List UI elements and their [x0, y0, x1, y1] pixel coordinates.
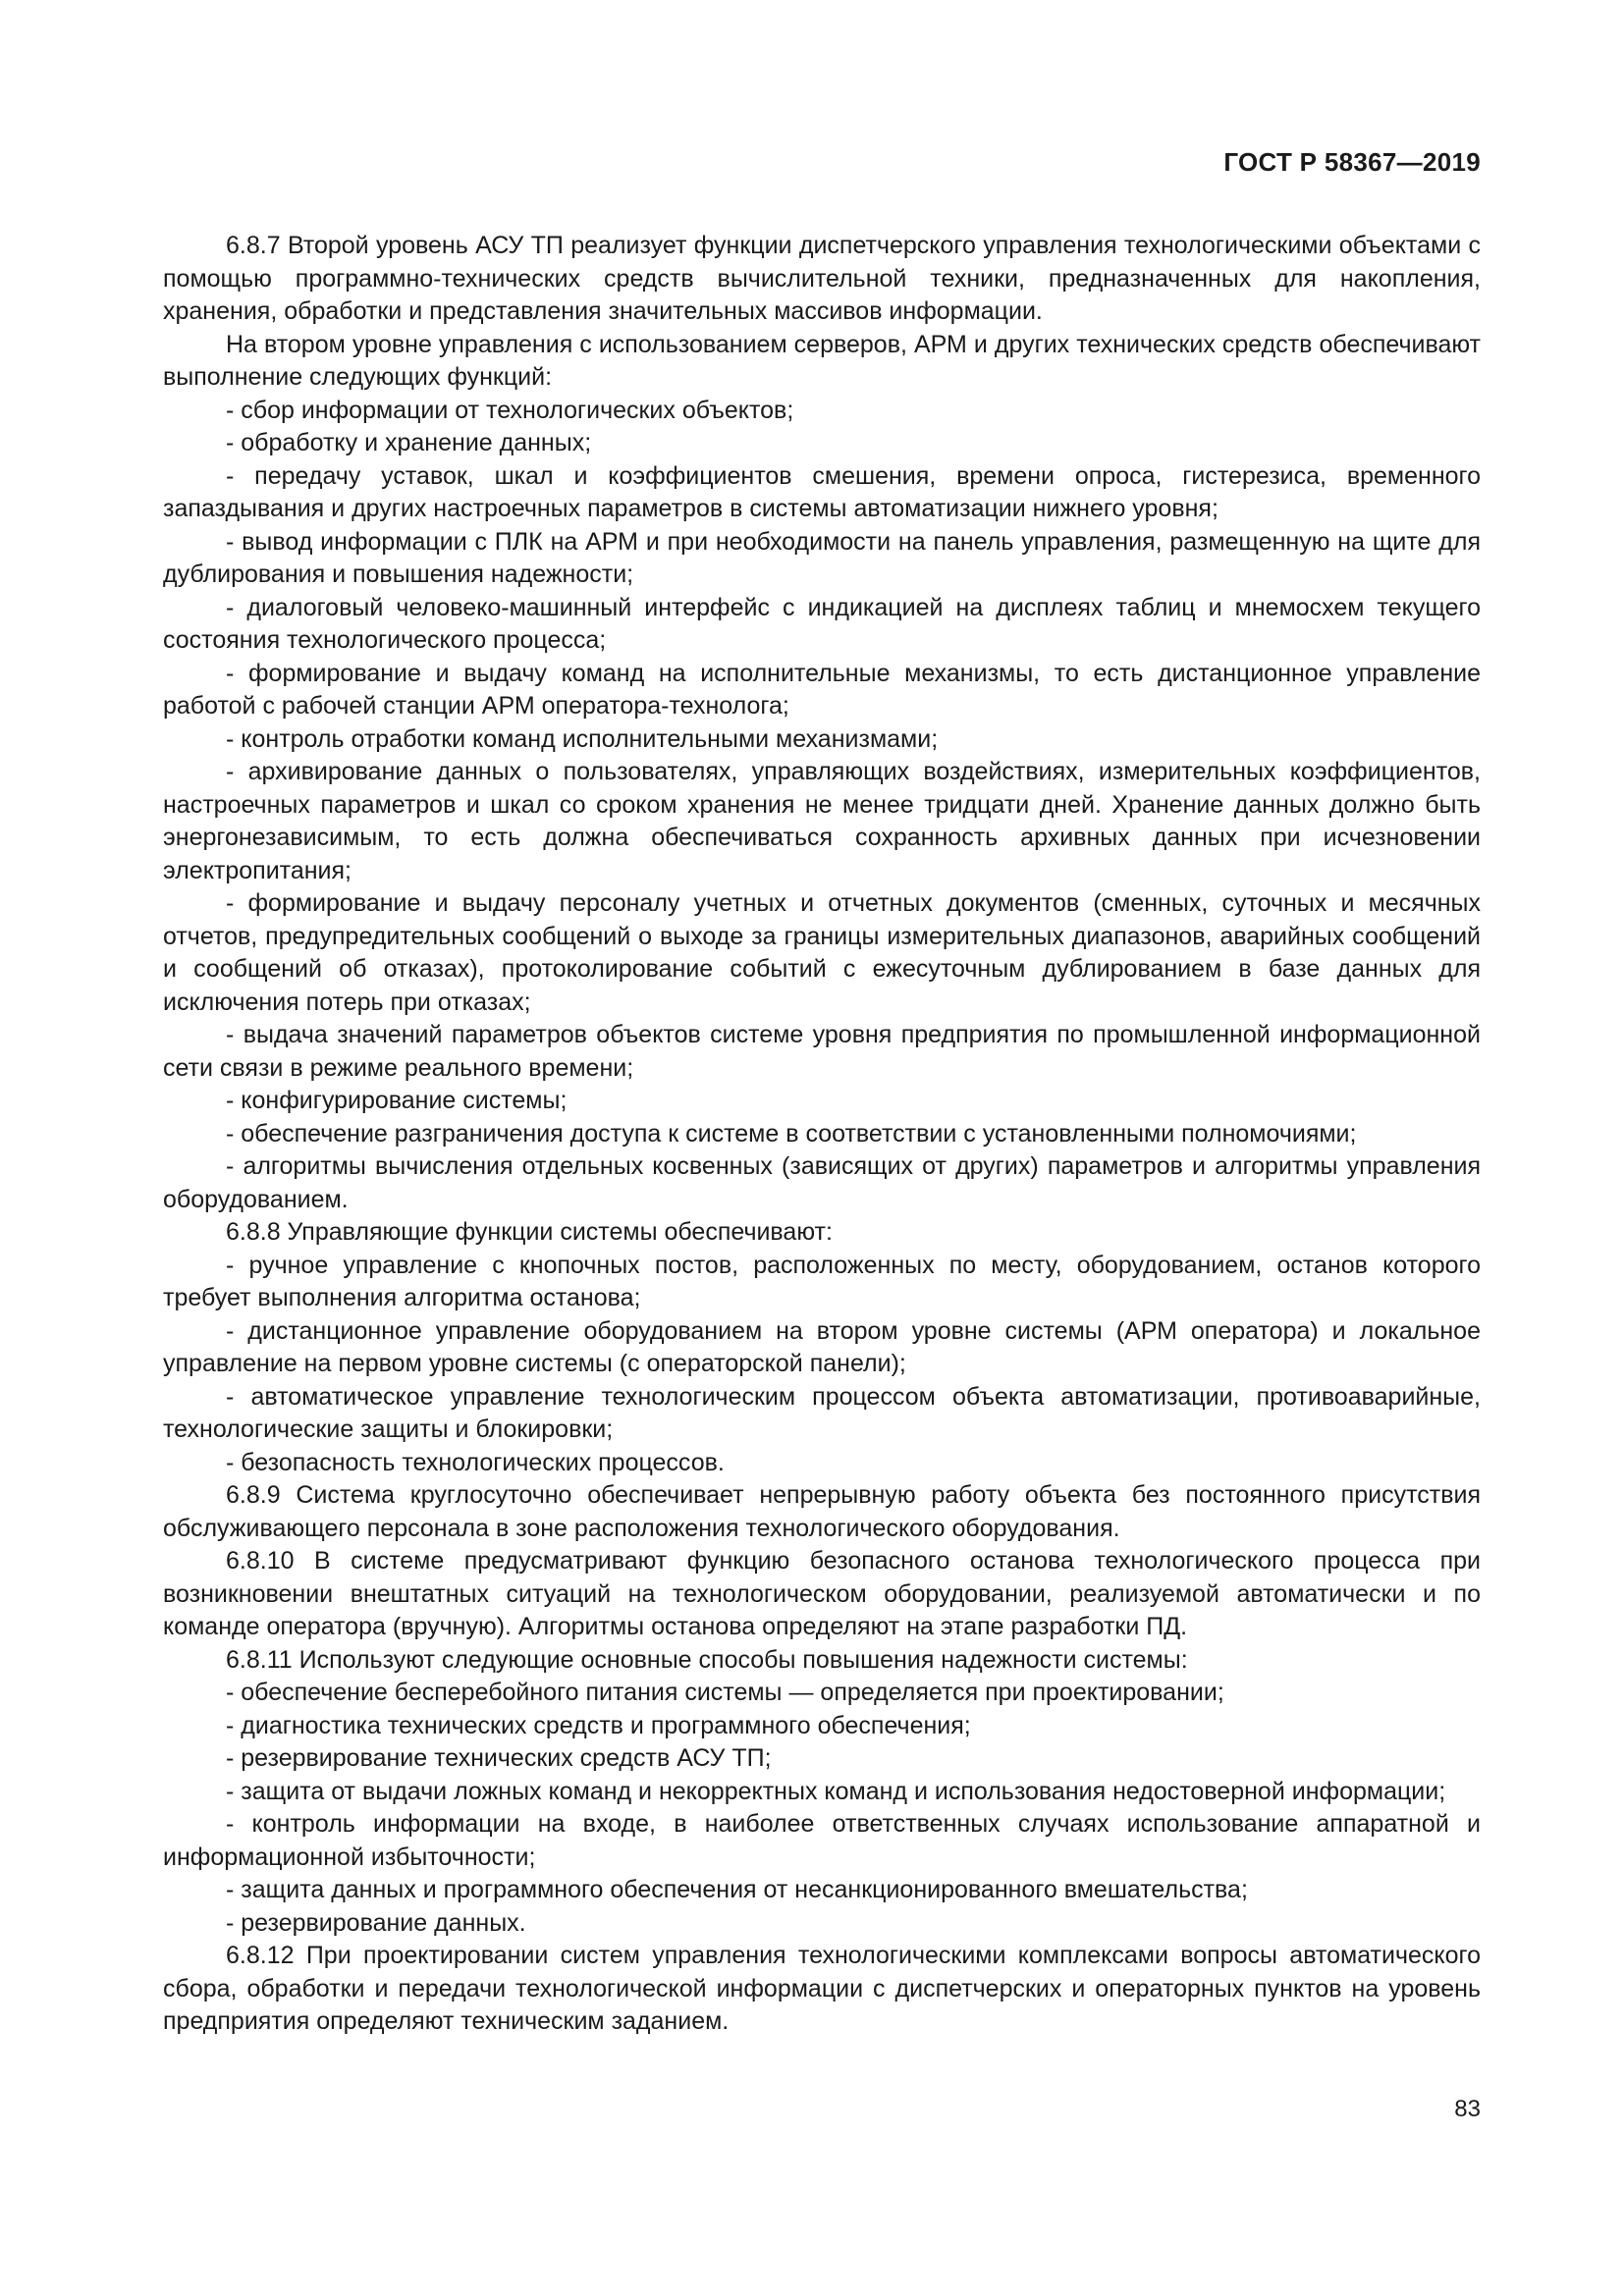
list-item: - контроль информации на входе, в наиболее ответственных случаях использование аппаратной и информационной избыточности;	[163, 1810, 1481, 1871]
paragraph: 6.8.10 В системе предусматривают функцию безопасного останова технологического процесса при возникновении внештатных ситуаций на технологическом оборудовании, реализуемой автоматически и по команде оператора (вручную). Алгоритмы останова определяют на этапе разработки ПД.	[163, 1547, 1481, 1640]
paragraph: 6.8.9 Система круглосуточно обеспечивает непрерывную работу объекта без постоянного присутствия обслуживающего персонала в зоне расположения технологического оборудования.	[163, 1481, 1481, 1542]
list-item: - сбор информации от технологических объектов;	[226, 396, 794, 424]
document-body	[163, 230, 1481, 2039]
paragraph: На втором уровне управления с использованием серверов, АРМ и других технических средств обеспечивают выполнение следующих функций:	[163, 330, 1481, 391]
list-item: - резервирование данных.	[226, 1908, 526, 1937]
list-item: - формирование и выдачу команд на исполнительные механизмы, то есть дистанционное управление работой с рабочей станции АРМ оператора-технолога;	[163, 659, 1481, 720]
list-item: - обеспечение разграничения доступа к системе в соответствии с установленными полномочиями;	[226, 1119, 1357, 1148]
list-item: - дистанционное управление оборудованием на втором уровне системы (АРМ оператора) и локальное управление на первом уровне системы (с операторской панели);	[163, 1316, 1481, 1377]
list-item: - формирование и выдачу персоналу учетных и отчетных документов (сменных, суточных и месячных отчетов, предупредительных сообщений о выходе за границы измерительных диапазонов, аварийных сообщений и сообщений об отказах), протоколирование событий с ежесуточным дублированием в базе данных для исключения потерь при отказах;	[163, 889, 1481, 1016]
list-item: - защита от выдачи ложных команд и некорректных команд и использования недостоверной информации;	[226, 1777, 1446, 1805]
list-item: - безопасность технологических процессов.	[226, 1448, 725, 1476]
page-number: 83	[1454, 2096, 1481, 2122]
list-item: - ручное управление с кнопочных постов, расположенных по месту, оборудованием, останов которого требует выполнения алгоритма останова;	[163, 1251, 1481, 1311]
list-item: - защита данных и программного обеспечения от несанкционированного вмешательства;	[226, 1876, 1248, 1903]
list-item: - диалоговый человеко-машинный интерфейс с индикацией на дисплеях таблиц и мнемосхем текущего состояния технологического процесса;	[163, 593, 1481, 654]
list-item: - обработку и хранение данных;	[226, 429, 592, 456]
list-item: - автоматическое управление технологическим процессом объекта автоматизации, противоаварийные, технологические защиты и блокировки;	[163, 1382, 1481, 1443]
list-item: - обеспечение бесперебойного питания системы — определяется при проектировании;	[226, 1679, 1224, 1706]
paragraph: 6.8.11 Используют следующие основные способы повышения надежности системы:	[226, 1645, 1188, 1674]
list-item: - выдача значений параметров объектов системе уровня предприятия по промышленной информационной сети связи в режиме реального времени;	[163, 1021, 1481, 1082]
list-item: - алгоритмы вычисления отдельных косвенных (зависящих от других) параметров и алгоритмы управления оборудованием.	[163, 1152, 1481, 1213]
list-item: - вывод информации с ПЛК на АРМ и при необходимости на панель управления, размещенную на щите для дублирования и повышения надежности;	[163, 527, 1481, 588]
list-item: - архивирование данных о пользователях, управляющих воздействиях, измерительных коэффициентов, настроечных параметров и шкал со сроком хранения не менее тридцати дней. Хранение данных должно быть энергонезависимым, то есть должна обеспечиваться сохранность архивных данных при исчезновении электропитания;	[163, 758, 1481, 884]
document-header: ГОСТ Р 58367—2019	[1223, 147, 1481, 177]
list-item: - передачу уставок, шкал и коэффициентов смешения, времени опроса, гистерезиса, временного запаздывания и других настроечных параметров в системы автоматизации нижнего уровня;	[163, 461, 1481, 522]
paragraph: 6.8.8 Управляющие функции системы обеспечивают:	[226, 1218, 833, 1246]
list-item: - конфигурирование системы;	[226, 1087, 568, 1114]
list-item: - диагностика технических средств и программного обеспечения;	[226, 1711, 971, 1739]
list-item: - контроль отработки команд исполнительными механизмами;	[226, 724, 939, 753]
paragraph: 6.8.12 При проектировании систем управления технологическими комплексами вопросы автоматического сбора, обработки и передачи технологической информации с диспетчерских и операторных пунктов на уровень предприятия определяют техническим заданием.	[163, 1942, 1481, 2035]
paragraph: 6.8.7 Второй уровень АСУ ТП реализует функции диспетчерского управления технологическими объектами с помощью программно-технических средств вычислительной техники, предназначенных для накопления, хранения, обработки и представления значительных массивов информации.	[163, 232, 1481, 325]
list-item: - резервирование технических средств АСУ ТП;	[226, 1744, 772, 1772]
